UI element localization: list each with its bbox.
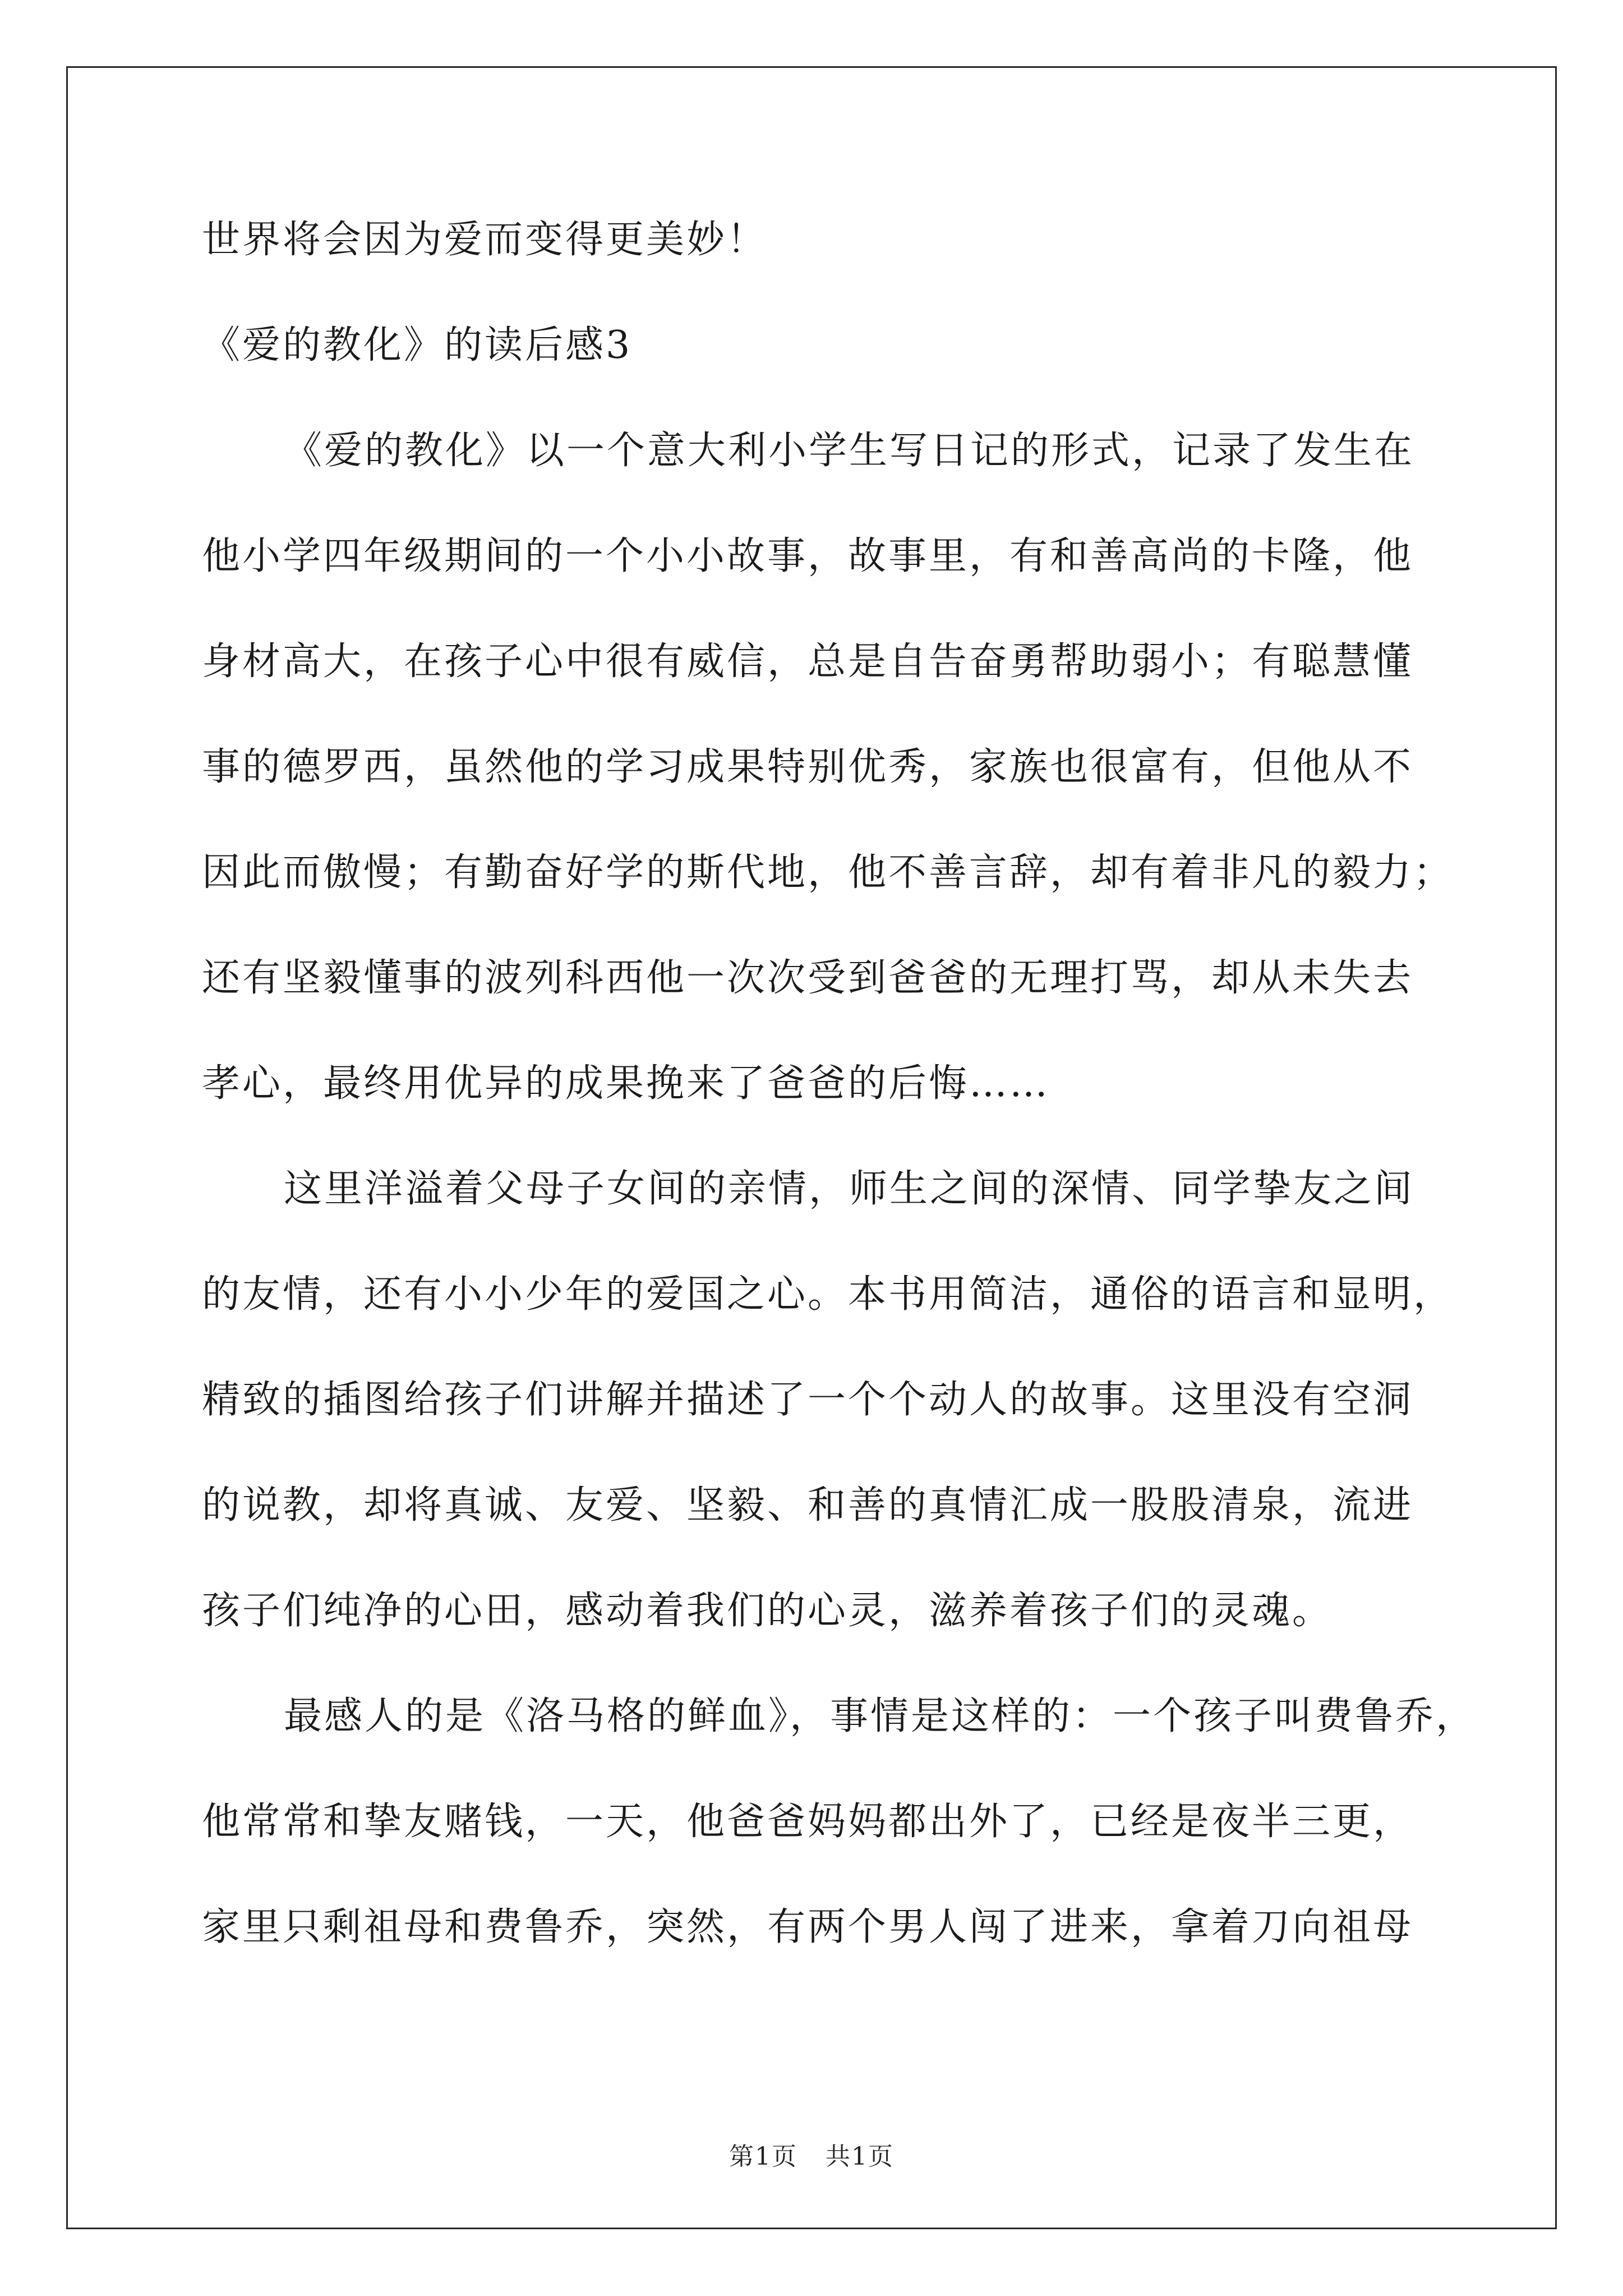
document-body: [202, 213, 1477, 2006]
text-line: 孩子们纯净的心田，感动着我们的心灵，滋养着孩子们的灵魂。: [202, 1589, 1333, 1633]
text-line: 的友情，还有小小少年的爱国之心。本书用简洁，通俗的语言和显明，: [202, 1272, 1454, 1317]
text-line: 他小学四年级期间的一个小小故事，故事里，有和善高尚的卡隆，他: [202, 534, 1414, 578]
paragraph-start: 最感人的是《洛马格的鲜血》，事情是这样的：一个孩子叫费鲁乔，: [284, 1694, 1477, 1738]
text-line: 的说教，却将真诚、友爱、坚毅、和善的真情汇成一股股清泉，流进: [202, 1483, 1414, 1527]
text-line: 精致的插图给孩子们讲解并描述了一个个动人的故事。这里没有空洞: [202, 1378, 1414, 1422]
paragraph-start: 这里洋溢着父母子女间的亲情，师生之间的深情、同学挚友之间: [284, 1167, 1415, 1211]
text-line: 家里只剩祖母和费鲁乔，突然，有两个男人闯了进来，拿着刀向祖母: [202, 1905, 1414, 1949]
text-line: 孝心，最终用优异的成果挽来了爸爸的后悔……: [202, 1061, 1050, 1106]
text-line: 还有坚毅懂事的波列科西他一次次受到爸爸的无理打骂，却从未失去: [202, 956, 1414, 1000]
text-line: 事的德罗西，虽然他的学习成果特别优秀，家族也很富有，但他从不: [202, 745, 1414, 789]
text-line: 因此而傲慢；有勤奋好学的斯代地，他不善言辞，却有着非凡的毅力；: [202, 850, 1454, 895]
page-total: 共1页: [826, 2142, 894, 2171]
page-footer: [0, 2136, 1623, 2172]
section-heading: 《爱的教化》的读后感3: [202, 323, 633, 367]
text-line: 他常常和挚友赌钱，一天，他爸爸妈妈都出外了，已经是夜半三更，: [202, 1800, 1414, 1844]
text-line: 身材高大，在孩子心中很有威信，总是自告奋勇帮助弱小；有聪慧懂: [202, 639, 1414, 684]
text-line: 世界将会因为爱而变得更美妙！: [202, 218, 768, 262]
page-number: 第1页: [729, 2142, 797, 2171]
paragraph-start: 《爱的教化》以一个意大利小学生写日记的形式，记录了发生在: [284, 429, 1415, 473]
